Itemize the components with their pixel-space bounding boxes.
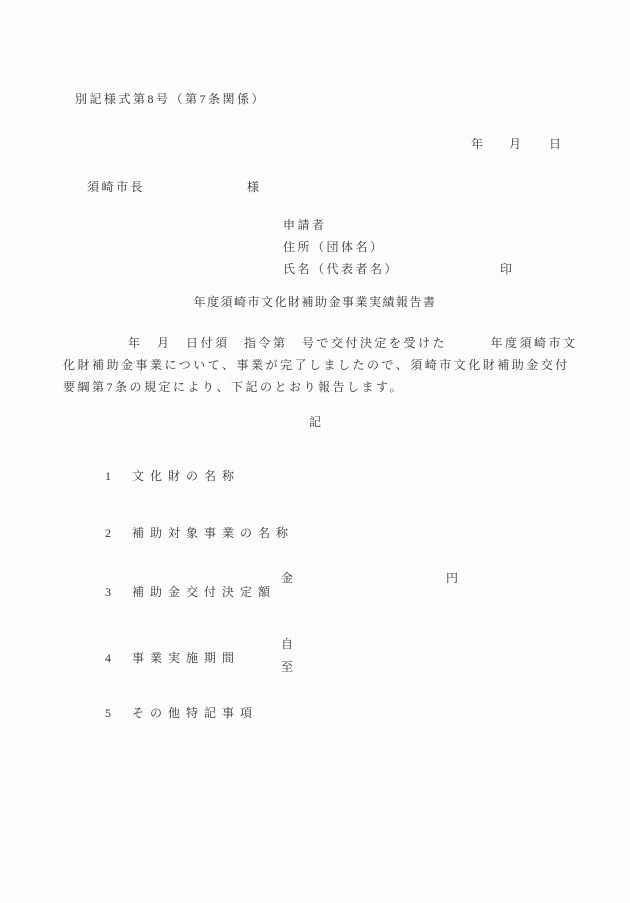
document-title: 年度須崎市文化財補助金事業実績報告書	[193, 295, 437, 309]
list-item-1	[93, 455, 240, 497]
item-3-number: 3	[105, 585, 111, 599]
item-5-label: その他特記事項	[132, 706, 259, 720]
period-from-label: 自	[281, 637, 296, 651]
addressee-honorific: 様	[247, 180, 262, 194]
amount-suffix-yen: 円	[446, 571, 461, 585]
list-item-4	[93, 637, 240, 679]
section-marker-ki: 記	[308, 415, 321, 429]
date-month-label: 月	[509, 137, 524, 151]
seal-mark: 印	[500, 262, 515, 276]
form-number: 別記様式第8号（第7条関係）	[75, 92, 267, 106]
item-2-number: 2	[105, 526, 111, 540]
body-line-3: 要綱第7条の規定により、下記のとおり報告します。	[63, 380, 405, 394]
applicant-name-label: 氏名（代表者名）	[283, 262, 400, 276]
body-line-2: 化財補助金事業について、事業が完了しましたので、須崎市文化財補助金交付	[63, 358, 570, 372]
item-1-label: 文化財の名称	[132, 469, 241, 483]
applicant-heading: 申請者	[283, 218, 327, 232]
date-year-label: 年	[471, 137, 486, 151]
item-1-number: 1	[105, 469, 111, 483]
item-4-label: 事業実施期間	[132, 651, 241, 665]
body-line-1: 年 月 日付須 指令第 号で交付決定を受けた 年度須崎市文	[128, 336, 578, 350]
item-2-label: 補助対象事業の名称	[132, 526, 295, 540]
item-4-number: 4	[105, 651, 111, 665]
date-day-label: 日	[549, 137, 564, 151]
item-5-number: 5	[105, 706, 111, 720]
list-item-2	[93, 512, 294, 554]
list-item-3	[93, 571, 276, 613]
amount-prefix-kin: 金	[281, 571, 296, 585]
item-3-label: 補助金交付決定額	[132, 585, 277, 599]
addressee-name: 須崎市長	[87, 180, 146, 194]
period-to-label: 至	[281, 660, 296, 674]
list-item-5	[93, 692, 258, 734]
applicant-address-label: 住所（団体名）	[283, 240, 385, 254]
